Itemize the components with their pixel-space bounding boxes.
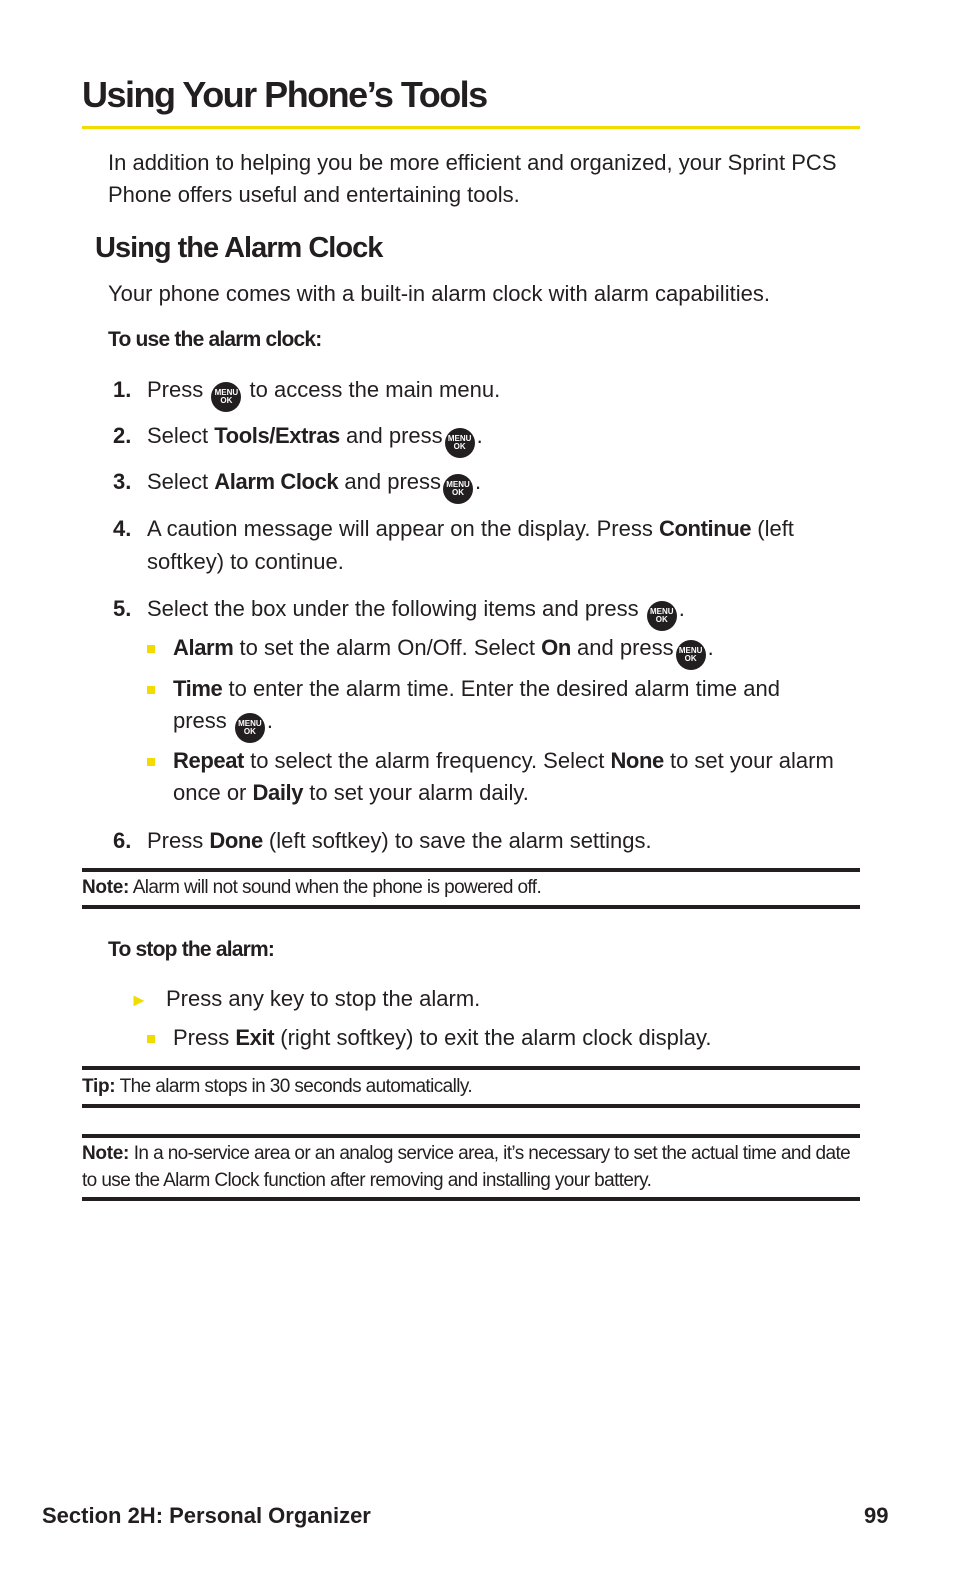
bullet-square-icon [147,686,155,694]
note-alarm-power: Note: Alarm will not sound when the phone is powered off. [82,877,542,898]
footer-section-title: Section 2H: Personal Organizer [42,1503,371,1528]
step-text: and press [344,469,442,494]
step-text: Select the box under the following items and press [147,596,639,621]
tip-rule-bottom [82,1104,860,1108]
note-label: Note: [82,1143,130,1164]
menu-ok-key-icon: MENU OK [443,474,473,504]
field-repeat: Repeat [173,748,244,773]
softkey-continue: Continue [659,516,752,541]
step-number: 4. [113,516,132,541]
option-on: On [541,635,571,660]
title-underline [82,126,860,129]
menu-ok-key-icon: MENU OK [235,713,265,743]
tip-rule-top [82,1066,860,1070]
bullet-exit: Press Exit (right softkey) to exit the alarm clock display. [147,1022,837,1054]
arrow-item-press-any-key: ► Press any key to stop the alarm. [130,983,480,1015]
note2-rule-top [82,1134,860,1138]
step-text: Press [147,828,204,853]
step-5: 5. Select the box under the following items and press MENU OK . [113,592,853,631]
step-text: (left softkey) to save the alarm settings. [268,828,652,853]
step-number: 2. [113,423,132,448]
menu-item-tools-extras: Tools/Extras [214,423,340,448]
menu-ok-key-icon: MENU OK [211,382,241,412]
note2-rule-bottom [82,1197,860,1201]
page-title: Using Your Phone’s Tools [82,74,487,115]
step-number: 1. [113,377,132,402]
step-number: 3. [113,469,132,494]
note-rule-bottom [82,905,860,909]
bullet-square-icon [147,645,155,653]
step-4 [113,512,853,578]
bullet-alarm: Alarm to set the alarm On/Off. Select On and press MENU OK . [147,632,837,670]
triangle-arrow-icon: ► [130,990,148,1010]
step-2: 2. Select Tools/Extras and press MENU OK . [113,419,853,458]
note-label: Note: [82,877,130,898]
menu-ok-key-icon: MENU OK [647,601,677,631]
alarm-lead-text: Your phone comes with a built-in alarm clock with alarm capabilities. [108,281,770,306]
step-1 [113,373,853,412]
step-text: Select [147,423,209,448]
tip-label: Tip: [82,1076,116,1097]
field-alarm: Alarm [173,635,234,660]
option-none: None [610,748,664,773]
option-daily: Daily [252,780,304,805]
tip-alarm-stops: Tip: The alarm stops in 30 seconds automatically. [82,1076,473,1097]
intro-paragraph: In addition to helping you be more efficient and organized, your Sprint PCS Phone offers useful and entertaining tools. [108,150,837,207]
section-title-alarm-clock: Using the Alarm Clock [95,232,383,264]
subheading-stop-alarm: To stop the alarm: [108,938,275,961]
note-rule-top [82,868,860,872]
field-time: Time [173,676,223,701]
step-number: 6. [113,828,132,853]
softkey-exit: Exit [235,1025,275,1050]
footer-page-number: 99 [864,1503,889,1528]
bullet-square-icon [147,758,155,766]
subheading-use-alarm: To use the alarm clock: [108,328,322,351]
step-text: and press [346,423,443,448]
step-6 [113,824,853,857]
step-text: (left softkey) to continue. [147,516,794,574]
bullet-time: Time to enter the alarm time. Enter the desired alarm time and press MENU OK . [147,673,837,743]
softkey-done: Done [209,828,263,853]
note-no-service-area: Note: In a no-service area or an analog service area, it’s necessary to set the actual time and date to use the Alarm Clock function after removing and installing your battery. [82,1143,851,1191]
step-number: 5. [113,596,132,621]
step-text: Select [147,469,209,494]
step-text: Press [147,377,204,402]
bullet-square-icon [147,1035,155,1043]
step-text: A caution message will appear on the display. Press [147,516,653,541]
bullet-repeat: Repeat to select the alarm frequency. Select None to set your alarm once or Daily to set your alarm daily. [147,745,837,809]
step-text: to access the main menu. [249,377,501,402]
menu-item-alarm-clock: Alarm Clock [214,469,339,494]
menu-ok-key-icon: MENU OK [445,428,475,458]
step-3: 3. Select Alarm Clock and press MENU OK . [113,465,853,504]
menu-ok-key-icon: MENU OK [676,640,706,670]
